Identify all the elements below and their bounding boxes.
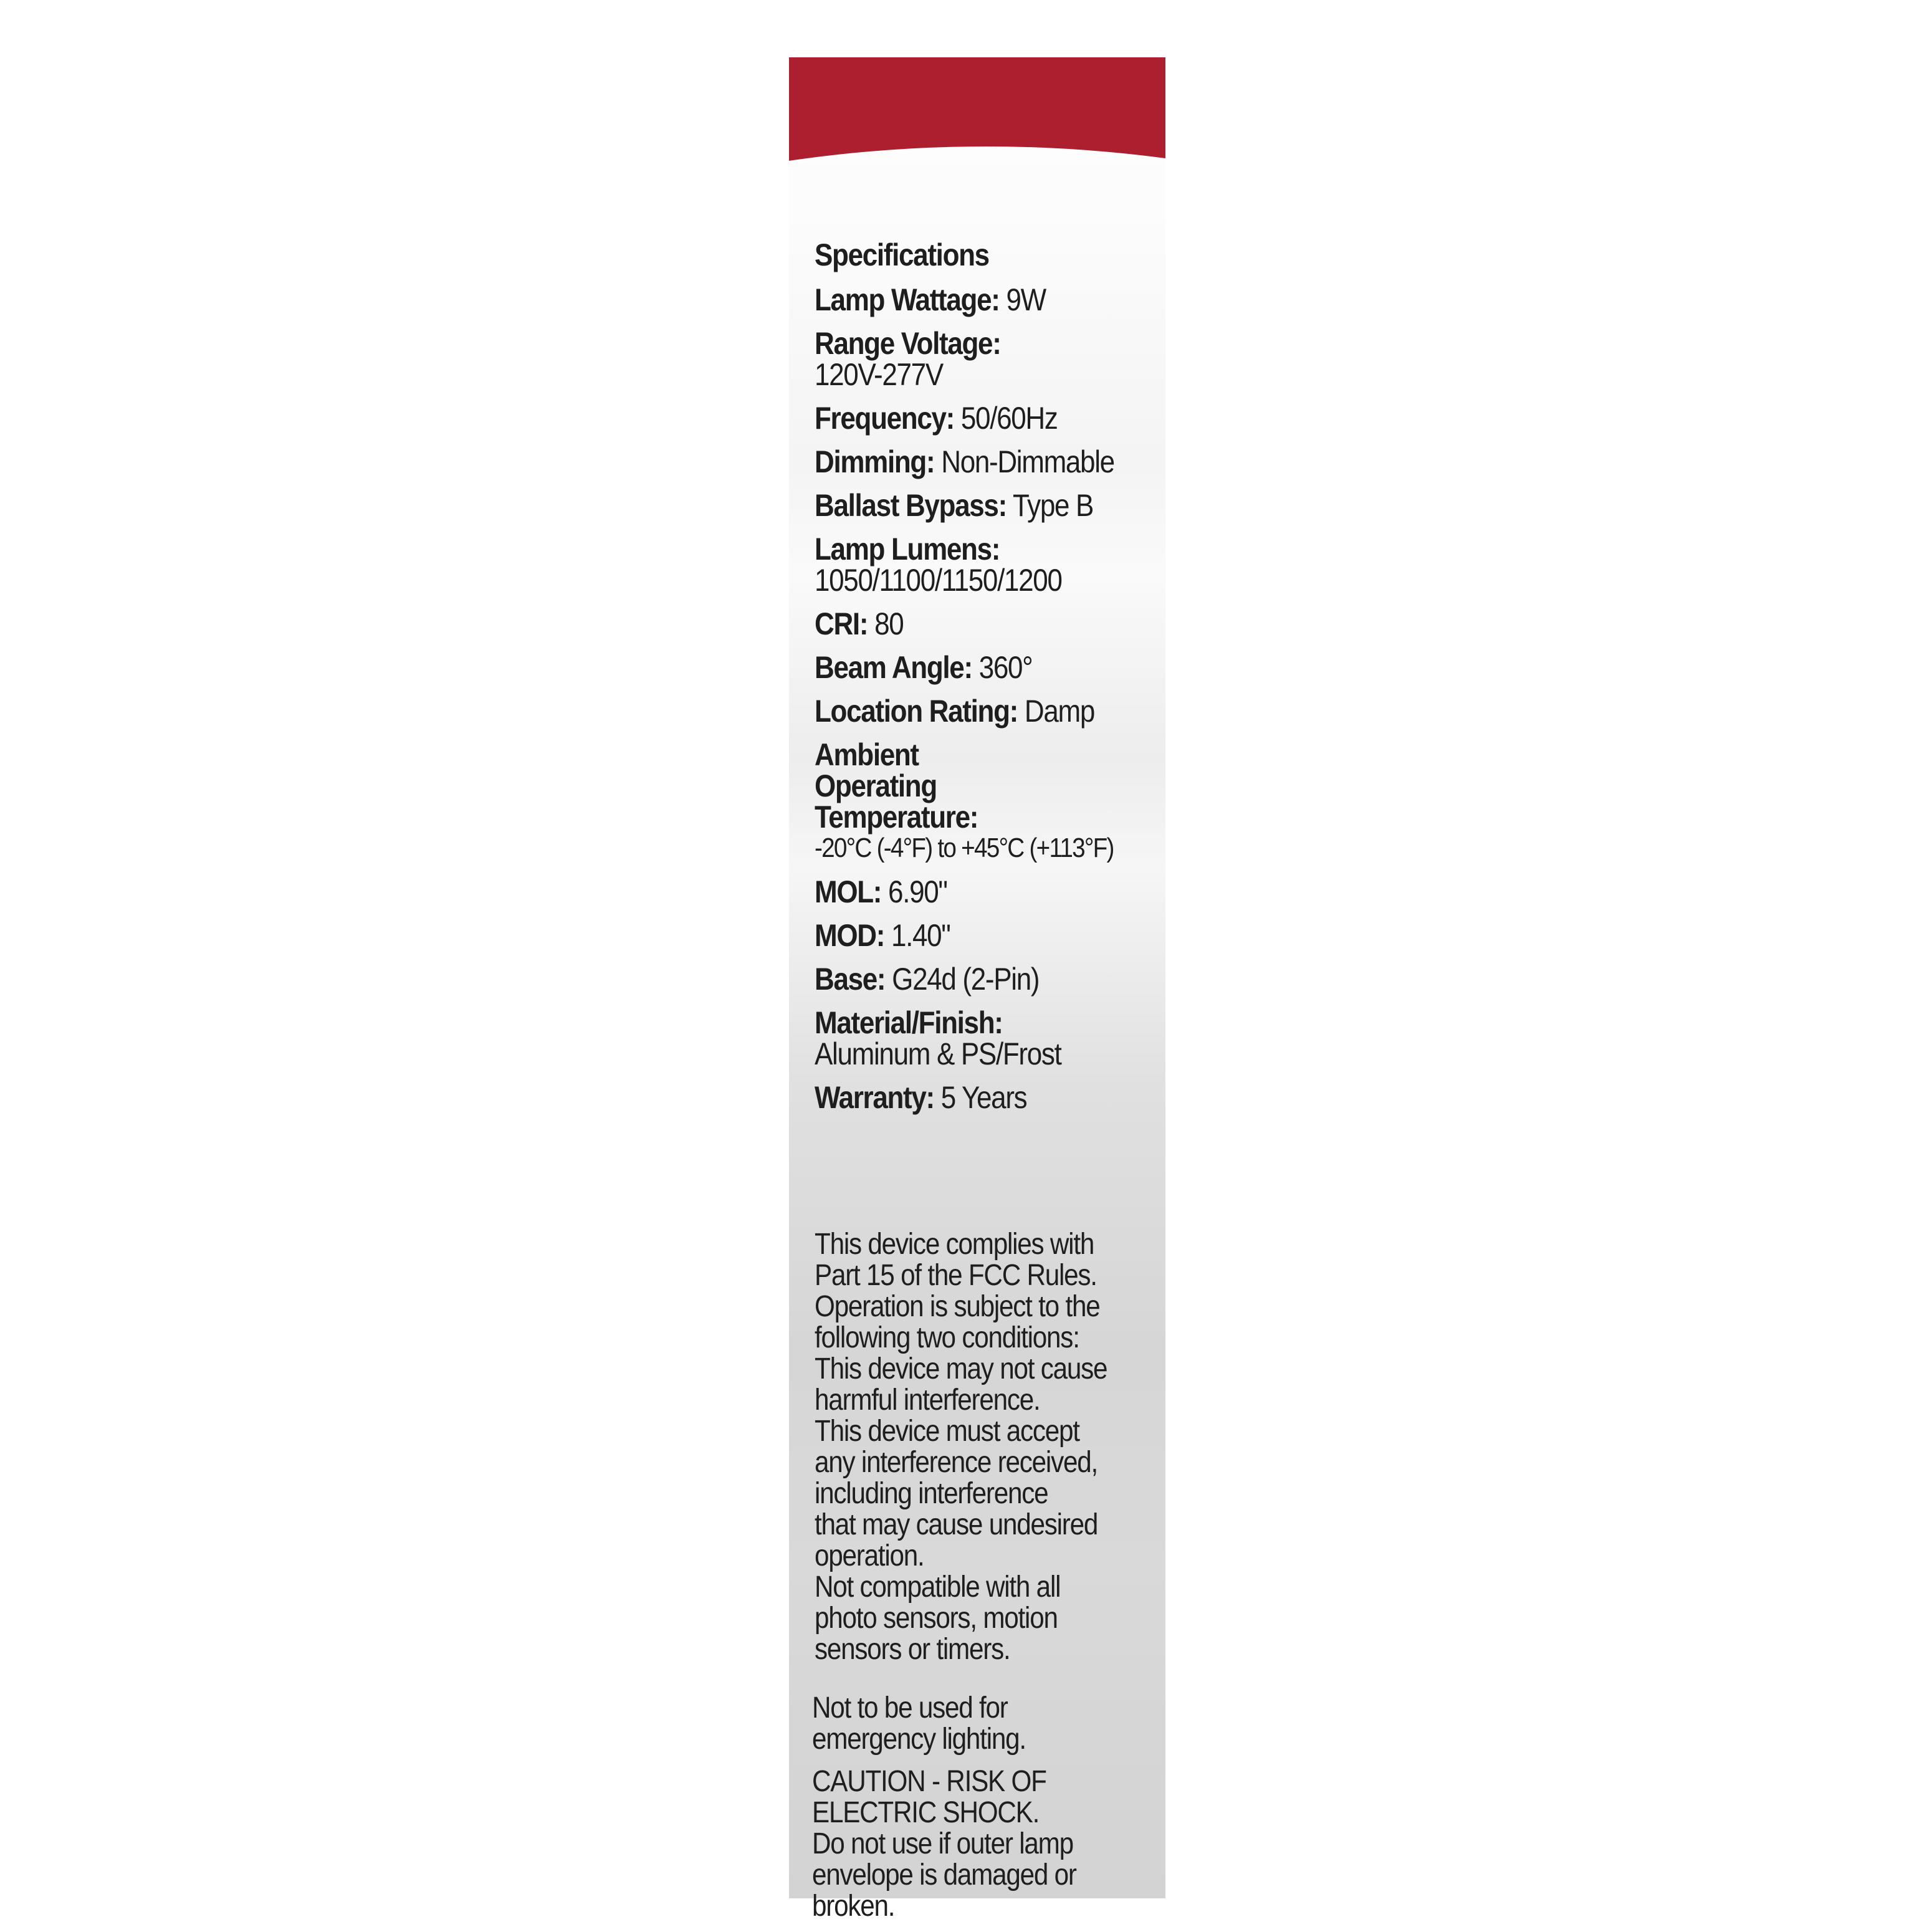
spec-ballast-bypass	[815, 490, 1122, 521]
spec-label: Lamp Wattage:	[815, 282, 1000, 317]
spec-label: CRI:	[815, 606, 868, 641]
spec-value: 5 Years	[940, 1080, 1027, 1115]
spec-label: MOD:	[815, 918, 885, 953]
spec-label: Lamp Lumens:	[815, 532, 1000, 567]
spec-label: Frequency:	[815, 401, 954, 436]
spec-label: Warranty:	[815, 1080, 934, 1115]
spec-ambient-temperature	[815, 739, 1165, 864]
spec-lamp-wattage	[815, 284, 1122, 315]
spec-frequency	[815, 403, 1122, 434]
specifications-section	[815, 239, 1164, 1126]
spec-value: Aluminum & PS/Frost	[815, 1036, 1061, 1071]
spec-label: Beam Angle:	[815, 650, 972, 685]
header-red-band	[789, 57, 1165, 163]
spec-value: Type B	[1013, 488, 1094, 523]
spec-label: Dimming:	[815, 444, 935, 479]
spec-label: Ambient Operating Temperature:	[815, 737, 978, 834]
spec-value: 50/60Hz	[960, 401, 1058, 436]
spec-mod	[815, 920, 1122, 951]
spec-value: 360°	[978, 650, 1033, 685]
spec-value: G24d (2-Pin)	[892, 962, 1040, 997]
spec-label: MOL:	[815, 874, 882, 909]
spec-value: Non-Dimmable	[941, 444, 1114, 479]
spec-panel	[789, 57, 1165, 1923]
spec-value: -20°C (-4°F) to +45°C (+113°F)	[815, 833, 1114, 863]
spec-base	[815, 964, 1122, 995]
spec-value: 80	[874, 606, 904, 641]
spec-value: 6.90"	[888, 874, 947, 909]
spec-label: Range Voltage:	[815, 326, 1001, 361]
spec-label: Base:	[815, 962, 886, 997]
specifications-heading: Specifications	[815, 237, 989, 272]
spec-cri	[815, 608, 1122, 639]
spec-value: Damp	[1024, 694, 1094, 729]
electric-shock-caution: CAUTION - RISK OF ELECTRIC SHOCK. Do not use if outer lamp envelope is damaged or broken.	[812, 1765, 1076, 1923]
emergency-lighting-notice: Not to be used for emergency lighting.	[812, 1691, 1026, 1756]
spec-label: Ballast Bypass:	[815, 488, 1007, 523]
spec-range-voltage	[815, 328, 1122, 390]
spec-value: 1050/1100/1150/1200	[815, 563, 1062, 598]
spec-dimming	[815, 446, 1122, 477]
spec-label: Material/Finish:	[815, 1005, 1003, 1040]
spec-mol	[815, 876, 1122, 907]
spec-value: 9W	[1006, 282, 1046, 317]
spec-value: 120V-277V	[815, 357, 943, 392]
spec-warranty	[815, 1082, 1122, 1113]
spec-beam-angle	[815, 652, 1122, 683]
spec-label: Location Rating:	[815, 694, 1018, 729]
red-band-shape	[789, 57, 1165, 161]
fcc-compliance-notice: This device complies with Part 15 of the FCC Rules. Operation is subject to the following two conditions: This device may not cause harmful interference. This device must accept any interference received, including interference that may cause undesired operation. Not compatible with all photo sensors, motion sensors or timers.	[815, 1228, 1107, 1666]
spec-material-finish	[815, 1007, 1122, 1069]
spec-value: 1.40"	[891, 918, 950, 953]
spec-lamp-lumens	[815, 533, 1122, 596]
spec-location-rating	[815, 696, 1122, 727]
